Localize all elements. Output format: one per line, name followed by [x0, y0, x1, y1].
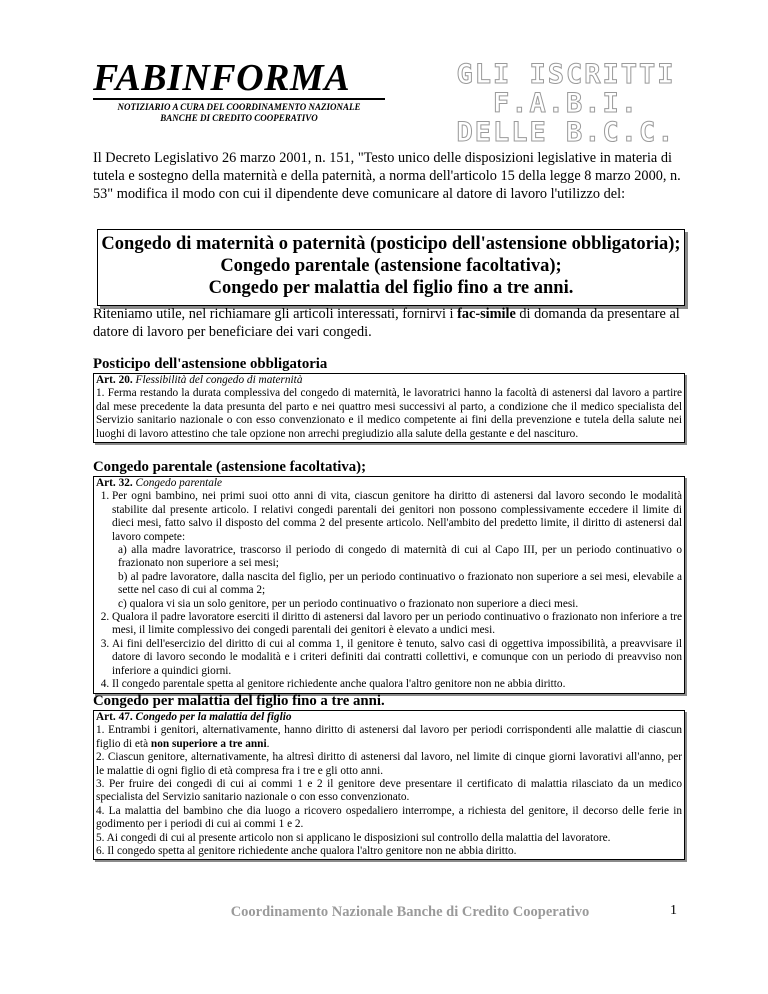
sub-item-c: c) qualora vi sia un solo genitore, per un periodo continuativo o frazionato non superiore a dieci mesi. [118, 597, 579, 610]
paragraph-5: 5. Ai congedi di cui al presente articolo non si applicano le disposizioni sul controllo della malattia del lavoratore. [96, 831, 611, 844]
brand-subtitle-line2: BANCHE DI CREDITO COOPERATIVO [160, 113, 318, 123]
article-header [96, 477, 682, 490]
list-item: 4. Il congedo parentale spetta al genitore richiedente anche qualora l'altro genitore non ne abbia diritto. [112, 678, 682, 691]
p1-before: 1. Entrambi i genitori, alternativamente, hanno diritto di astenersi dal lavoro per periodi corrispondenti alle malattie di ciascun figlio di età [96, 724, 682, 750]
page-footer: Coordinamento Nazionale Banche di Credito Cooperativo [230, 904, 590, 920]
page-number: 1 [670, 903, 677, 918]
sub-item-a: a) alla madre lavoratrice, trascorso il periodo di congedo di maternità di cui al Capo III, per un periodo continuativo o frazionato non superiore a sei mesi; [118, 544, 682, 570]
article-title: Congedo per la malattia del figlio [135, 711, 292, 723]
section-title-malattia: Congedo per malattia del figlio fino a tre anni. [93, 693, 385, 709]
brand-subtitle-line1: NOTIZIARIO A CURA DEL COORDINAMENTO NAZIONALE [117, 102, 361, 112]
brand-logo: FABINFORMA [93, 57, 351, 99]
article-number: Art. 47. [96, 711, 133, 723]
article-text: 1. Ferma restando la durata complessiva del congedo di maternità, le lavoratrici hanno la facoltà di astenersi dal lavoro a partire dal mese precedente la data presunta del parto e nei quattro mesi successivi al parto, a condizione che il medico specialista del Servizio sanitario nazionale o con esso convenzionato e il medico competente ai fini della prevenzione e tutela della salute nei luoghi di lavoro attestino che tale opzione non arrechi pregiudizio alla salute della gestante e del nascituro. [96, 387, 682, 440]
article-header [96, 711, 682, 724]
masthead [93, 57, 693, 148]
article-box-32 [93, 476, 685, 694]
brand-block [93, 58, 389, 124]
article-box-20 [93, 373, 685, 443]
p1-bold: non superiore a tre anni [150, 737, 267, 750]
list-item: 2. Qualora il padre lavoratore eserciti il diritto di astenersi dal lavoro per un periodo continuativo o frazionato non inferiore a tre mesi, il limite complessivo dei congedi parentali dei genitori è elevato a undici mesi. [112, 611, 682, 638]
lead-text-before: Riteniamo utile, nel richiamare gli articoli interessati, fornirvi i [93, 306, 458, 322]
article-title: Flessibilità del congedo di maternità [135, 374, 303, 386]
paragraph-3: 3. Per fruire dei congedi di cui ai commi 1 e 2 il genitore deve presentare il certificato di malattia rilasciato da un medico specialista del Servizio sanitario nazionale o con esso convenzionato. [96, 778, 682, 804]
paragraph-6: 6. Il congedo spetta al genitore richiedente anche qualora l'altro genitore non ne abbia diritto. [96, 845, 517, 858]
sub-item-b: b) al padre lavoratore, dalla nascita del figlio, per un periodo continuativo o frazionato non superiore a sei mesi, elevabile a sette nel caso di cui al comma 2; [118, 570, 682, 597]
article-items [96, 490, 682, 691]
paragraph-4: 4. La malattia del bambino che dia luogo a ricovero ospedaliero interrompe, a richiesta del genitore, il decorso delle ferie in godimento per i periodi di cui ai commi 1 e 2. [96, 804, 682, 831]
article-title: Congedo parentale [135, 477, 223, 489]
main-heading-box [97, 229, 685, 306]
outline-title-line1: GLI ISCRITTI F.A.B.I. [456, 59, 676, 119]
heading-line2: Congedo parentale (astensione facoltativa); [220, 256, 562, 276]
lead-text-bold: fac-simile [457, 306, 516, 322]
article-header [96, 374, 682, 387]
item-text: Per ogni bambino, nei primi suoi otto anni di vita, ciascun genitore ha diritto di astenersi dal lavoro secondo le modalità stabilite dal presente articolo. I relativi congedi parentali dei genitori non possono complessivamente eccedere il limite di dieci mesi, fatto salvo il disposto del comma 2 del presente articolo. Nell'ambito del predetto limite, il diritto di astenersi dal lavoro compete: [112, 490, 682, 543]
article-number: Art. 20. [96, 374, 133, 386]
outline-title [391, 60, 741, 147]
article-box-47 [93, 710, 685, 860]
section-title-posticipo: Posticipo dell'astensione obbligatoria [93, 356, 328, 372]
intro-paragraph: Il Decreto Legislativo 26 marzo 2001, n. 151, "Testo unico delle disposizioni legislative in materia di tutela e sostegno della maternità e della paternità, a norma dell'articolo 15 della legge 8 marzo 2000, n. 53" modifica il modo con cui il dipendente deve comunicare al datore di lavoro l'utilizzo del: [93, 150, 681, 202]
article-number: Art. 32. [96, 477, 133, 489]
list-item: 3. Ai fini dell'esercizio del diritto di cui al comma 1, il genitore è tenuto, salvo casi di oggettiva impossibilità, a preavvisare il datore di lavoro secondo le modalità e i criteri definiti dai contratti collettivi, e comunque con un periodo di preavviso non inferiore a quindici giorni. [112, 638, 682, 678]
heading-line3: Congedo per malattia del figlio fino a tre anni. [208, 278, 574, 298]
list-item [112, 490, 682, 611]
lead-paragraph [93, 305, 685, 341]
outline-title-line2: DELLE B.C.C. [456, 117, 676, 148]
lead-text-after: di domanda da presentare al datore di lavoro per beneficiare dei vari congedi. [93, 306, 680, 340]
section-title-congedo-parentale: Congedo parentale (astensione facoltativa); [93, 459, 367, 475]
brand-subtitle [93, 102, 385, 124]
paragraph-1 [96, 724, 682, 751]
heading-line1: Congedo di maternità o paternità (posticipo dell'astensione obbligatoria); [101, 234, 681, 254]
paragraph-2: 2. Ciascun genitore, alternativamente, ha altresì diritto di astenersi dal lavoro, nel limite di cinque giorni lavorativi all'anno, per le malattie di ogni figlio di età compresa fra i tre e gli otto anni. [96, 751, 682, 777]
p1-after: . [266, 737, 270, 750]
